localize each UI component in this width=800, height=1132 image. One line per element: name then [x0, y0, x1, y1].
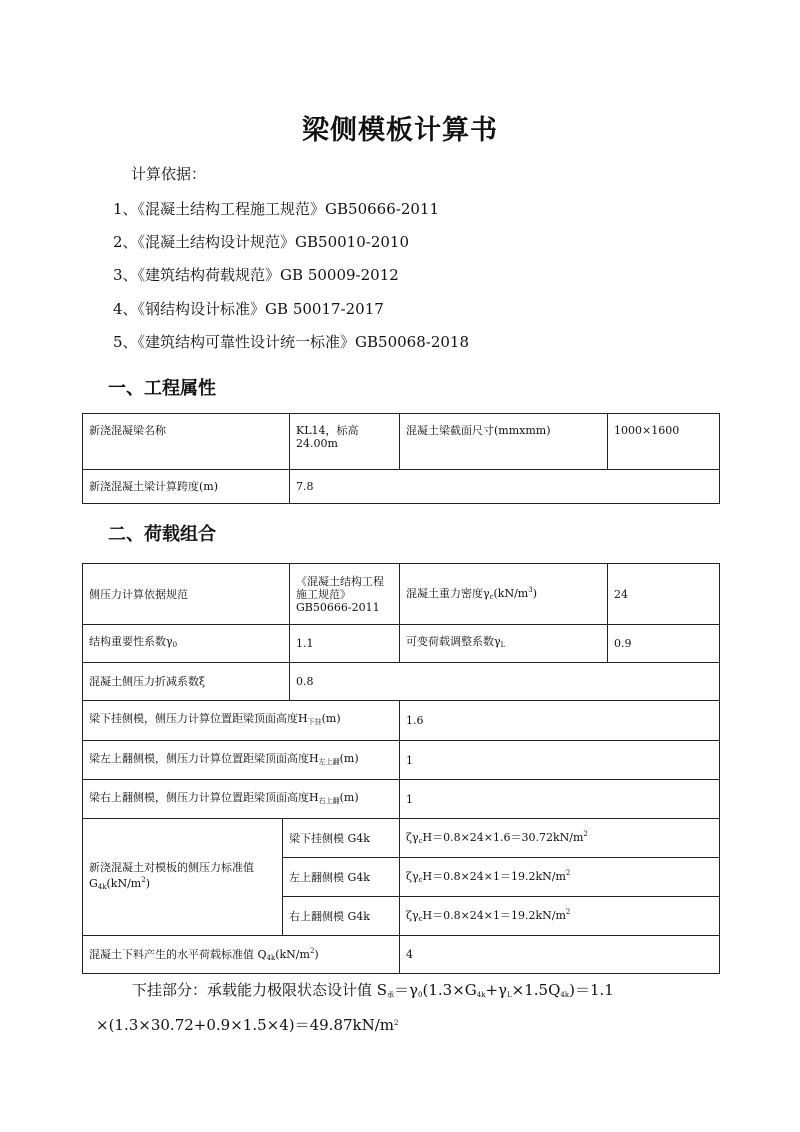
table-cell: 1.1 — [290, 625, 400, 663]
table-row — [83, 741, 720, 780]
basis-item: 4、《钢结构设计标准》GB 50017-2017 — [113, 300, 384, 318]
project-properties-table — [82, 413, 720, 504]
table-cell: $\zeta\gamma_cH=0.8\times 24\times 1=19.2kN/m^2$ — [400, 897, 720, 936]
calc-line-1: 下挂部分：承载能力极限状态设计值 $S_承=\gamma_0(1.3\times G_{4k}+\gamma_L\times 1.5Q_{4k})=1.1$ — [132, 981, 614, 999]
basis-item: 3、《建筑结构荷载规范》GB 50009-2012 — [113, 266, 399, 284]
table-row — [83, 470, 720, 504]
table-row — [83, 663, 720, 701]
table-row — [83, 936, 720, 974]
table-cell: 梁下挂侧模，侧压力计算位置距梁顶面高度$H_{下挂}(m)$ — [83, 701, 400, 741]
table-cell: KL14，标高 24.00m — [290, 414, 400, 470]
table-cell: 梁下挂侧模 G4k — [283, 819, 400, 858]
table-row — [83, 625, 720, 663]
table-row — [83, 701, 720, 741]
table-row — [83, 564, 720, 625]
table-cell: 7.8 — [290, 470, 720, 504]
table-cell: 混凝土侧压力折减系数ξ — [83, 663, 290, 701]
table-cell: 梁右上翻侧模，侧压力计算位置距梁顶面高度$H_{右上翻}(m)$ — [83, 780, 400, 819]
page-title: 梁侧模板计算书 — [302, 115, 498, 146]
table-cell: 1 — [400, 741, 720, 780]
load-combination-table-lower — [82, 700, 720, 974]
basis-item: 5、《建筑结构可靠性设计统一标准》GB50068-2018 — [113, 333, 470, 351]
basis-item: 1、《混凝土结构工程施工规范》GB50666-2011 — [113, 200, 440, 218]
table-cell: 1.6 — [400, 701, 720, 741]
load-combination-table — [82, 563, 720, 701]
basis-heading: 计算依据： — [131, 165, 207, 183]
calc-line-2: $\times(1.3\times 30.72+0.9\times 1.5\times 4)=49.87kN/m^2$ — [96, 1016, 399, 1034]
table-row — [83, 414, 720, 470]
table-cell: 0.9 — [608, 625, 720, 663]
section-heading-loads: 二、荷载组合 — [108, 524, 216, 545]
table-cell: 右上翻侧模 G4k — [283, 897, 400, 936]
table-cell: 可变荷载调整系数$\gamma_L$ — [400, 625, 608, 663]
table-row — [83, 819, 720, 858]
table-cell: $\zeta\gamma_cH=0.8\times 24\times 1=19.2kN/m^2$ — [400, 858, 720, 897]
table-cell: 侧压力计算依据规范 — [83, 564, 290, 625]
table-cell: 结构重要性系数$\gamma_0$ — [83, 625, 290, 663]
table-cell: $\zeta\gamma_cH=0.8\times 24\times 1.6=30.72kN/m^2$ — [400, 819, 720, 858]
table-cell: 0.8 — [290, 663, 720, 701]
table-cell: 24 — [608, 564, 720, 625]
basis-item: 2、《混凝土结构设计规范》GB50010-2010 — [113, 233, 410, 251]
table-cell: 混凝土梁截面尺寸(mmxmm) — [400, 414, 608, 470]
table-row — [83, 780, 720, 819]
section-heading-project: 一、工程属性 — [108, 378, 216, 399]
table-cell: 4 — [400, 936, 720, 974]
table-cell: 左上翻侧模 G4k — [283, 858, 400, 897]
table-cell: 新浇混凝梁名称 — [83, 414, 290, 470]
table-cell: 混凝土下料产生的水平荷载标准值 $Q_{4k}(kN/m^2)$ — [83, 936, 400, 974]
table-cell: 梁左上翻侧模，侧压力计算位置距梁顶面高度$H_{左上翻}(m)$ — [83, 741, 400, 780]
table-cell: 混凝土重力密度$\gamma_c(kN/m^3)$ — [400, 564, 608, 625]
table-cell: 《混凝土结构工程 施工规范》 GB50666-2011 — [290, 564, 400, 625]
table-cell: 新浇混凝土对模板的侧压力标准值 $G_{4k}(kN/m^2)$ — [83, 819, 283, 936]
table-cell: 1 — [400, 780, 720, 819]
table-cell: 1000×1600 — [608, 414, 720, 470]
table-cell: 新浇混凝土梁计算跨度(m) — [83, 470, 290, 504]
